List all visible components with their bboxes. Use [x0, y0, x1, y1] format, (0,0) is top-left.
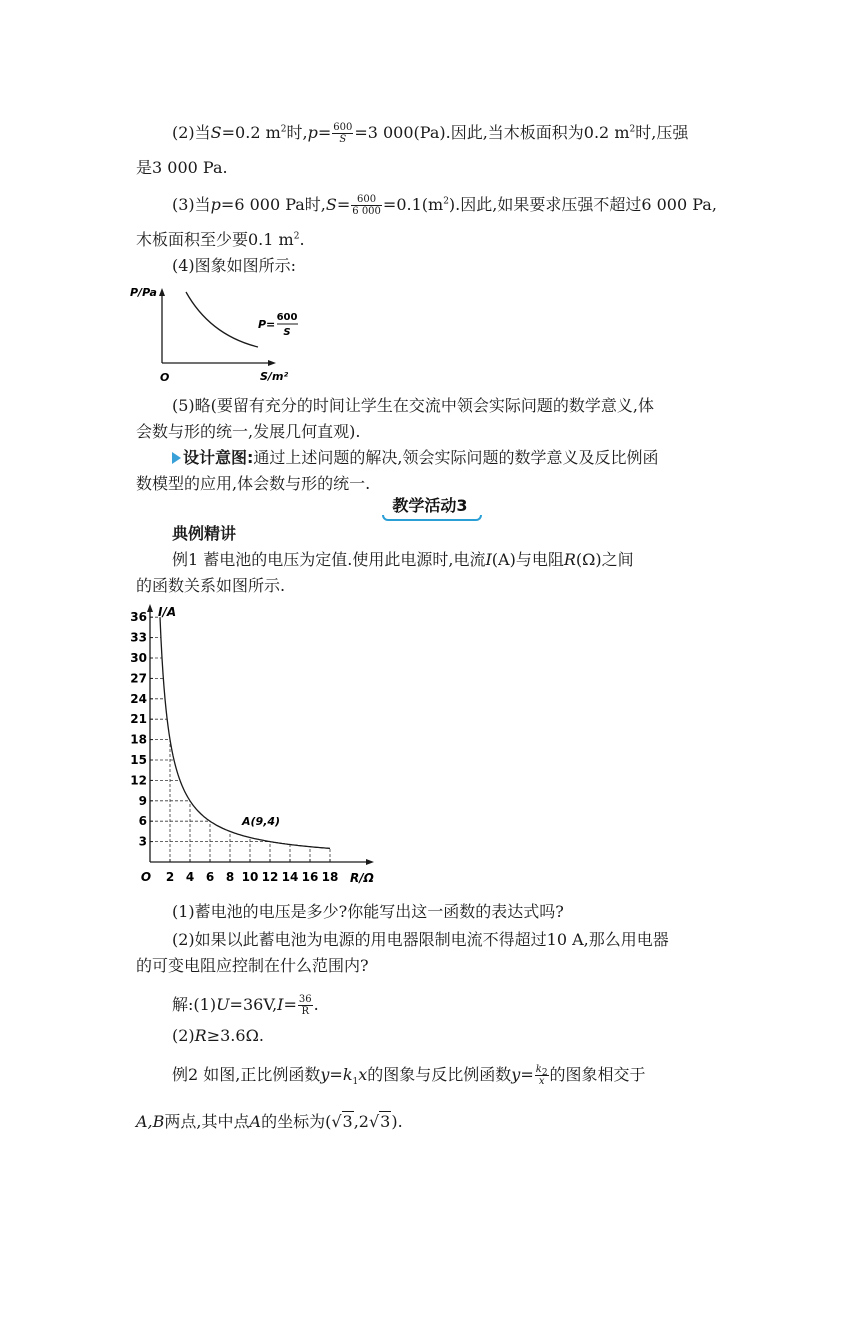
series-curve	[160, 617, 330, 848]
y-axis-label: I/A	[158, 605, 177, 619]
triangle-marker-icon	[172, 452, 181, 464]
x-tick-label: 18	[321, 870, 339, 884]
hyperbola-curve	[186, 292, 258, 347]
design-intent-line2: 数模型的应用,体会数与形的统一.	[136, 474, 371, 493]
x-tick-label: 12	[261, 870, 279, 884]
example-2-line2: A,B两点,其中点A的坐标为(√3,2√3).	[136, 1112, 403, 1131]
x-tick-label: 16	[301, 870, 319, 884]
origin-label: O	[160, 371, 170, 384]
example-1-line2: 的函数关系如图所示.	[136, 576, 286, 595]
y-tick-label: 21	[130, 712, 147, 727]
sqrt-2: √3	[368, 1112, 391, 1131]
y-tick-label: 18	[130, 732, 147, 747]
y-tick-label: 9	[138, 793, 147, 808]
example-1: 例1 蓄电池的电压为定值.使用此电源时,电流I(A)与电阻R(Ω)之间	[172, 550, 634, 569]
fraction: $\frac{36}{R}$	[298, 994, 312, 1017]
pressure-area-graph	[120, 280, 298, 385]
paragraph-2: (2)当S=0.2 $m^2$时,p= $\frac{600}{S}$ =3 000(Pa).因此,当木板面积为0.2 $m^2$时,压强	[172, 122, 689, 145]
current-resistance-chart	[128, 602, 380, 892]
y-axis-label: P/Pa	[130, 286, 157, 299]
formula-lhs: P=	[258, 318, 276, 331]
example-2: 例2 如图,正比例函数$y=k_1x$的图象与反比例函数y= $\frac{k2}{x}$ 的图象相交于	[172, 1064, 646, 1088]
question-2: (2)如果以此蓄电池为电源的用电器限制电流不得超过10 A,那么用电器	[172, 930, 669, 949]
x-axis-arrow	[268, 360, 276, 366]
paragraph-5-line2: 会数与形的统一,发展几何直观).	[136, 422, 361, 441]
y-tick-label: 15	[130, 753, 147, 767]
question-2-line2: 的可变电阻应控制在什么范围内?	[136, 956, 369, 975]
paragraph-3: (3)当p=6 000 Pa时,S= $\frac{600}{6 000}$ $=0.1(m^2)$.因此,如果要求压强不超过6 000 Pa,	[172, 194, 717, 217]
formula-denominator: S	[283, 327, 291, 338]
y-tick-label: 3	[138, 834, 147, 849]
y-tick-label: 36	[130, 610, 147, 625]
y-tick-label: 33	[130, 630, 147, 645]
x-tick-label: 4	[185, 870, 195, 884]
x-axis-arrow	[366, 859, 374, 865]
fraction: $\frac{600}{S}$	[333, 122, 353, 145]
formula-numerator: 600	[276, 312, 298, 323]
paragraph-4: (4)图象如图所示:	[172, 256, 297, 275]
section-title: 典例精讲	[172, 524, 237, 543]
y-tick-label: 30	[130, 651, 147, 665]
design-intent: 设计意图:通过上述问题的解决,领会实际问题的数学意义及反比例函	[172, 448, 659, 468]
sqrt-1: √3	[331, 1112, 353, 1131]
fraction: $\frac{600}{6 000}$	[352, 194, 381, 217]
paragraph-3-line2: 木板面积至少要0.1 $m^2$.	[136, 230, 305, 249]
x-tick-label: 14	[281, 870, 299, 884]
paragraph-2-line2: 是3 000 Pa.	[136, 158, 228, 177]
grid-layer	[150, 617, 330, 862]
x-axis-label: R/Ω	[350, 871, 374, 885]
x-tick-label: 8	[225, 870, 235, 884]
y-tick-label: 12	[130, 773, 147, 788]
x-axis-label: S/m²	[260, 370, 289, 383]
activity-banner: 教学活动3	[392, 496, 468, 515]
point-a-label: A(9,4)	[242, 814, 281, 828]
y-axis-arrow	[159, 288, 165, 296]
y-axis-arrow	[147, 604, 153, 612]
x-tick-label: 2	[165, 870, 175, 884]
y-tick-label: 27	[130, 671, 147, 686]
paragraph-5: (5)略(要留有充分的时间让学生在交流中领会实际问题的数学意义,体	[172, 396, 654, 415]
solution-2: (2)R≥3.6Ω.	[172, 1026, 264, 1045]
solution-1: 解:(1)U=36V,I= $\frac{36}{R}$ .	[172, 994, 319, 1017]
x-tick-label: 6	[205, 870, 215, 884]
activity-banner-underline	[382, 515, 482, 521]
question-1: (1)蓄电池的电压是多少?你能写出这一函数的表达式吗?	[172, 902, 564, 921]
y-tick-label: 6	[138, 814, 147, 829]
x-tick-label: 10	[241, 870, 259, 884]
fraction: $\frac{k2}{x}$	[535, 1064, 548, 1087]
y-tick-label: 24	[130, 691, 147, 706]
origin-label: O	[140, 870, 152, 884]
